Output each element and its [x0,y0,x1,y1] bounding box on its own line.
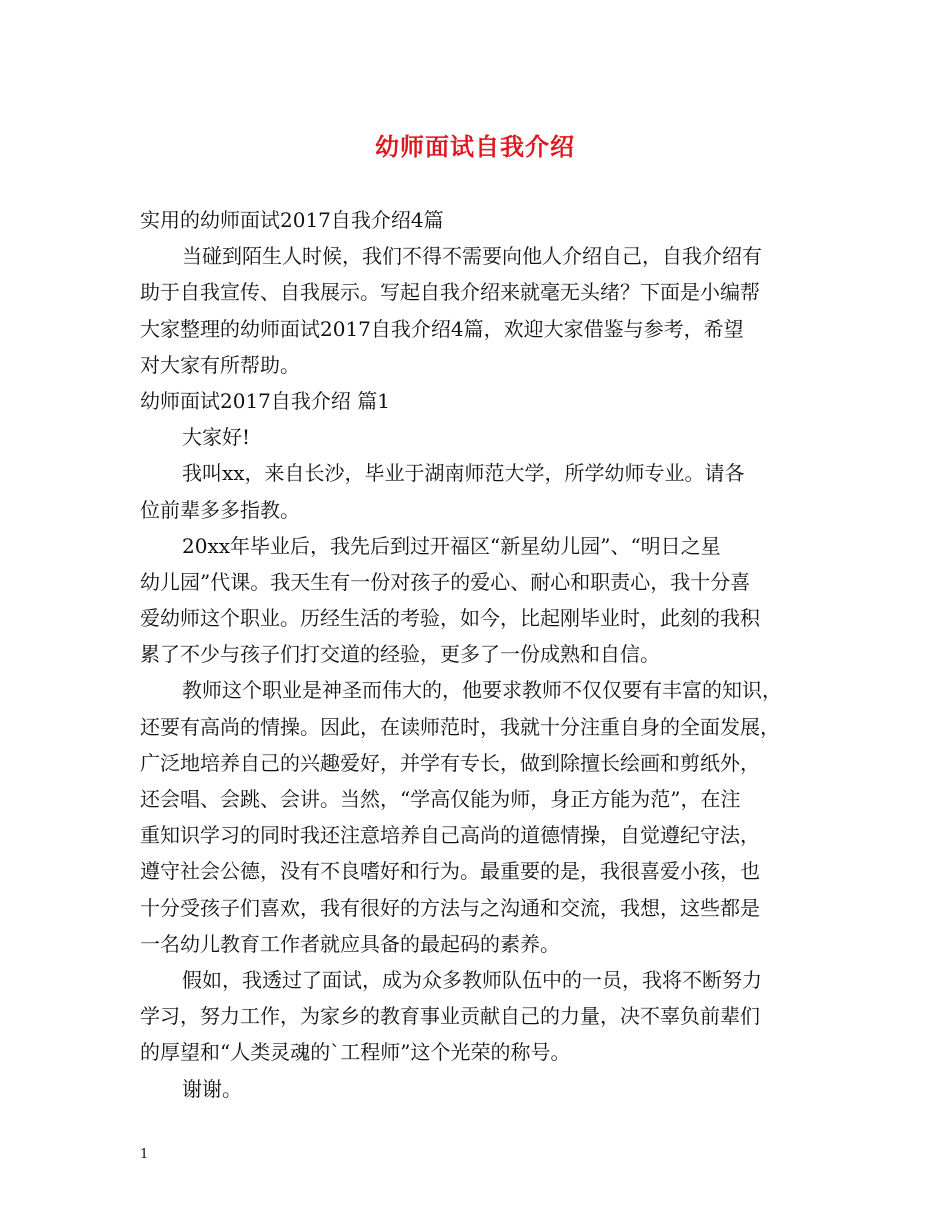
text-line: 大家好! [182,425,251,450]
text-line: 学习，努力工作，为家乡的教育事业贡献自己的力量，决不辜负前辈们 [140,1004,760,1029]
text-line: 遵守社会公德，没有不良嗜好和行为。最重要的是，我很喜爱小孩，也 [140,859,760,884]
text-line: 20xx年毕业后，我先后到过开福区“新星幼儿园”、“明日之星 [182,533,721,558]
document-body [140,202,820,1107]
text-line: 假如，我透过了面试，成为众多教师队伍中的一员，我将不断努力 [182,967,762,992]
text-line: 大家整理的幼师面试2017自我介绍4篇，欢迎大家借鉴与参考，希望 [140,316,744,341]
text-line: 累了不少与孩子们打交道的经验，更多了一份成熟和自信。 [140,642,660,667]
page-number: 1 [140,1147,149,1162]
text-line: 实用的幼师面试2017自我介绍4篇 [140,208,444,232]
text-line: 还要有高尚的情操。因此，在读师范时，我就十分注重自身的全面发展， [140,714,780,739]
text-line: 幼儿园”代课。我天生有一份对孩子的爱心、耐心和职责心，我十分喜 [140,569,751,594]
section-heading: 幼师面试2017自我介绍 篇1 [140,388,390,413]
text-line: 爱幼师这个职业。历经生活的考验，如今，比起刚毕业时，此刻的我积 [140,606,760,631]
text-line: 我叫xx，来自长沙，毕业于湖南师范大学，所学幼师专业。请各 [182,461,745,486]
document-title: 幼师面试自我介绍 [375,132,575,161]
text-line: 助于自我宣传、自我展示。写起自我介绍来就毫无头绪？下面是小编帮 [140,280,760,305]
text-line: 一名幼儿教育工作者就应具备的最起码的素养。 [140,931,560,956]
text-line: 的厚望和“人类灵魂的`工程师”这个光荣的称号。 [140,1040,571,1065]
text-line: 谢谢。 [182,1076,242,1101]
text-line: 教师这个职业是神圣而伟大的，他要求教师不仅仅要有丰富的知识， [182,678,782,703]
text-line: 当碰到陌生人时候，我们不得不需要向他人介绍自己，自我介绍有 [182,244,762,269]
text-line: 广泛地培养自己的兴趣爱好，并学有专长，做到除擅长绘画和剪纸外， [140,750,760,775]
text-line: 十分受孩子们喜欢，我有很好的方法与之沟通和交流，我想，这些都是 [140,895,760,920]
text-line: 对大家有所帮助。 [140,352,300,377]
text-line: 重知识学习的同时我还注意培养自己高尚的道德情操，自觉遵纪守法， [140,823,760,848]
text-line: 还会唱、会跳、会讲。当然，“学高仅能为师，身正方能为范”，在注 [140,787,741,811]
text-line: 位前辈多多指教。 [140,497,300,522]
